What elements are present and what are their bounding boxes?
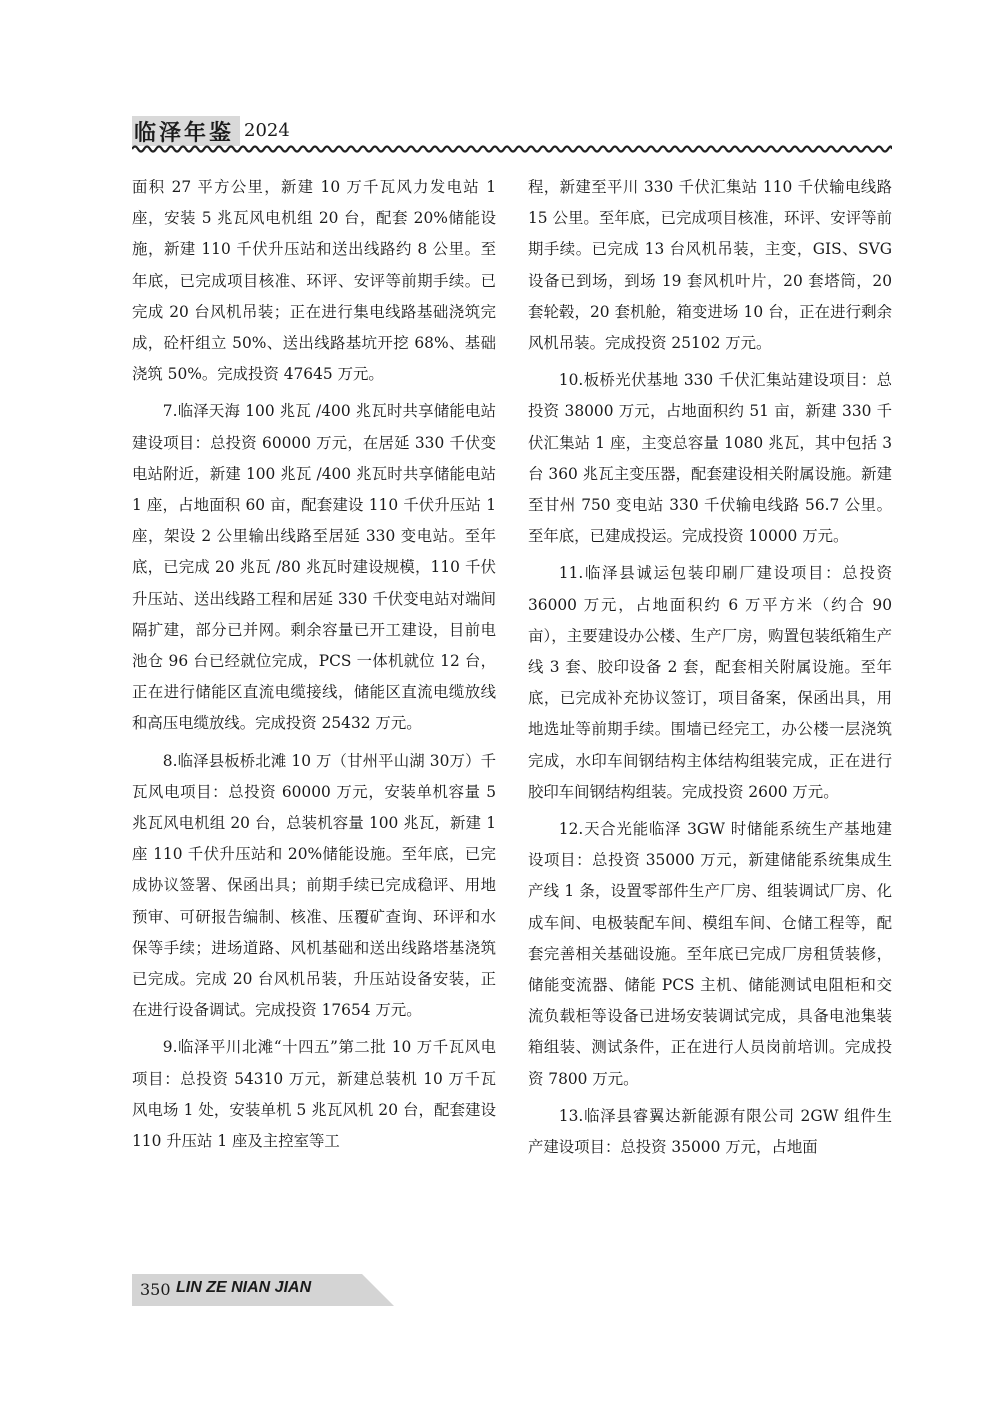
paragraph-item-8: 8.临泽县板桥北滩 10 万（甘州平山湖 30万）千瓦风电项目：总投资 60000 万元，安装单机容量 5 兆瓦风电机组 20 台，总装机容量 100 兆瓦，新建 1 座 110 千伏升压站和 20%储能设施。至年底，已完成协议签署、保函出具；前期手续已完成稳评、用地预审、可研报告编制、核准、压覆矿查询、环评和水保等手续；进场道路、风机基础和送出线路塔基浇筑已完成。完成 20 台风机吊装，升压站设备安装，正在进行设备调试。完成投资 17654 万元。 <box>132 751 496 1020</box>
page-footer <box>132 1274 394 1306</box>
yearbook-year: 2024 <box>244 120 290 141</box>
paragraph-item-9-continued: 程，新建至平川 330 千伏汇集站 110 千伏输电线路 15 公里。至年底，已完成项目核准，环评、安评等前期手续。已完成 13 台风机吊装，主变，GIS、SVG 设备已到场，到场 19 套风机叶片，20 套塔筒，20 套轮毂，20 套机舱，箱变进场 10 台，正在进行剩余风机吊装。完成投资 25102 万元。 <box>528 178 892 353</box>
paragraph-item-12: 12.天合光能临泽 3GW 时储能系统生产基地建设项目：总投资 35000 万元，新建储能系统集成生产线 1 条，设置零部件生产厂房、组装调试厂房、化成车间、电极装配车间、模组车间、仓储工程等，配套完善相关基础设施。至年底已完成厂房租赁装修，储能变流器、储能 PCS 主机、储能测试电阻柜和交流负载柜等设备已进场安装调试完成，具备电池集装箱组装、测试条件，正在进行人员岗前培训。完成投资 7800 万元。 <box>528 820 892 1088</box>
left-column <box>132 172 496 1157</box>
page-number: 350 <box>140 1280 171 1299</box>
running-header <box>132 116 892 152</box>
paragraph-item-10: 10.板桥光伏基地 330 千伏汇集站建设项目：总投资 38000 万元，占地面积约 51 亩，新建 330 千伏汇集站 1 座，主变总容量 1080 兆瓦，其中包括 3 台 360 兆瓦主变压器，配套建设相关附属设施。新建至甘州 750 变电站 330 千伏输电线路 56.7 公里。至年底，已建成投运。完成投资 10000 万元。 <box>528 371 892 546</box>
paragraph-item-9: 9.临泽平川北滩“十四五”第二批 10 万千瓦风电项目：总投资 54310 万元，新建总装机 10 万千瓦风电场 1 处，安装单机 5 兆瓦风机 20 台，配套建设 110 升压站 1 座及主控室等工 <box>132 1038 496 1151</box>
yearbook-title: 临泽年鉴 <box>132 116 240 146</box>
right-column <box>528 172 892 1163</box>
paragraph-item-11: 11.临泽县诚运包装印刷厂建设项目：总投资 36000 万元，占地面积约 6 万平方米（约合 90 亩），主要建设办公楼、生产厂房，购置包装纸箱生产线 3 套、胶印设备 2 套，配套相关附属设施。至年底，已完成补充协议签订，项目备案，保函出具，用地选址等前期手续。围墙已经完工，办公楼一层浇筑完成，水印车间钢结构主体结构组装完成，正在进行胶印车间钢结构组装。完成投资 2600 万元。 <box>528 564 892 801</box>
paragraph-item-13: 13.临泽县睿翼达新能源有限公司 2GW 组件生产建设项目：总投资 35000 万元，占地面 <box>528 1106 892 1157</box>
paragraph-continued: 面积 27 平方公里，新建 10 万千瓦风力发电站 1 座，安装 5 兆瓦风电机组 20 台，配套 20%储能设施，新建 110 千伏升压站和送出线路约 8 公里。至年底，已完成项目核准、环评、安评等前期手续。已完成 20 台风机吊装；正在进行集电线路基础浇筑完成，砼杆组立 50%、送出线路基坑开挖 68%、基础浇筑 50%。完成投资 47645 万元。 <box>132 178 496 384</box>
paragraph-item-7: 7.临泽天海 100 兆瓦 /400 兆瓦时共享储能电站建设项目：总投资 60000 万元，在居延 330 千伏变电站附近，新建 100 兆瓦 /400 兆瓦时共享储能电站 1 座，占地面积 60 亩，配套建设 110 千伏升压站 1 座，架设 2 公里输出线路至居延 330 变电站。至年底，已完成 20 兆瓦 /80 兆瓦时建设规模，110 千伏升压站、送出线路工程和居延 330 千伏变电站对端间隔扩建，部分已并网。剩余容量已开工建设，目前电池仓 96 台已经就位完成，PCS 一体机就位 12 台，正在进行储能区直流电缆接线，储能区直流电缆放线和高压电缆放线。完成投资 25432 万元。 <box>132 402 496 733</box>
journal-name: LIN ZE NIAN JIAN <box>176 1279 312 1296</box>
header-wave-rule <box>132 144 892 154</box>
